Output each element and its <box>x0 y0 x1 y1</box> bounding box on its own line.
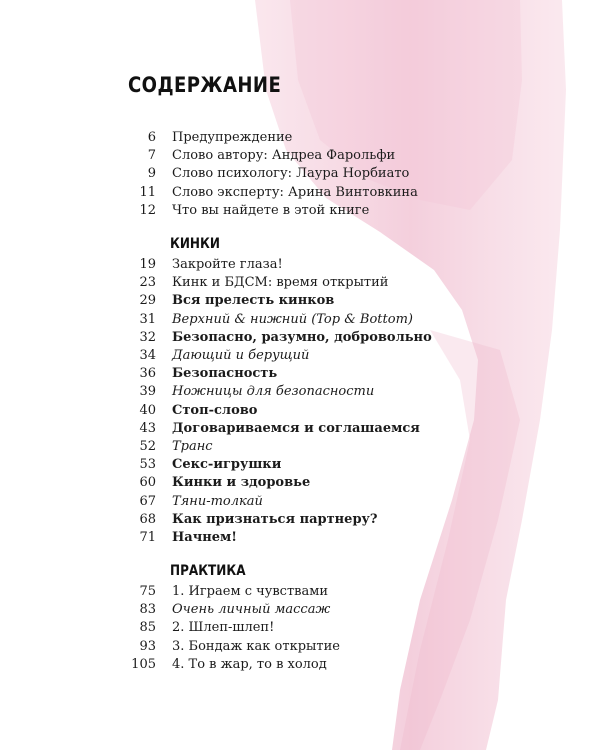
toc-entry-title: Безопасно, разумно, добровольно <box>172 329 432 345</box>
toc-page-number: 36 <box>139 366 156 382</box>
toc-page-number: 6 <box>147 130 156 145</box>
toc-entry-title: Секс-игрушки <box>172 457 282 473</box>
toc-entry-title: Тяни-толкай <box>172 493 263 509</box>
toc-entry[interactable] <box>0 292 600 310</box>
toc-page-number: 19 <box>139 257 156 272</box>
toc-entry[interactable] <box>0 656 600 674</box>
toc-page-number: 31 <box>139 311 156 327</box>
toc-entry-title: 3. Бондаж как открытие <box>172 638 340 654</box>
toc-page-number: 11 <box>139 184 156 200</box>
toc-page-number: 12 <box>139 202 156 218</box>
toc-entry[interactable] <box>0 529 600 547</box>
section-heading: КИНКИ <box>170 236 220 252</box>
toc-entry-title: 4. То в жар, то в холод <box>172 656 327 672</box>
toc-entry[interactable] <box>0 256 600 274</box>
toc-entry-title: Верхний & нижний (Top & Bottom) <box>172 311 413 327</box>
toc-entry-title: 2. Шлеп-шлеп! <box>172 620 275 636</box>
toc-page-number: 71 <box>139 530 156 545</box>
toc-page-number: 43 <box>139 420 156 436</box>
toc-entry[interactable] <box>0 493 600 511</box>
toc-page-number: 85 <box>139 620 156 636</box>
toc-entry-title: Кинки и здоровье <box>172 475 311 491</box>
toc-entry-title: Что вы найдете в этой книге <box>172 202 370 218</box>
toc-entry-title: Вся прелесть кинков <box>172 293 335 309</box>
toc-entry[interactable] <box>0 402 600 420</box>
toc-entry[interactable] <box>0 129 600 147</box>
toc-entry[interactable] <box>0 619 600 637</box>
toc-entry[interactable] <box>0 329 600 347</box>
toc-page-number: 7 <box>147 148 156 164</box>
toc-entry-title: Транс <box>172 439 213 454</box>
section-heading: ПРАКТИКА <box>170 563 246 579</box>
toc-entry-title: 1. Играем с чувствами <box>172 584 328 599</box>
toc-entry-title: Безопасность <box>172 366 278 382</box>
toc-page-number: 83 <box>139 602 156 618</box>
toc-entry-title: Дающий и берущий <box>172 348 310 363</box>
toc-entry[interactable] <box>0 184 600 202</box>
toc-entry-title: Как признаться партнеру? <box>172 511 378 527</box>
toc-entry[interactable] <box>0 383 600 401</box>
toc-page-number: 53 <box>139 457 156 473</box>
toc-page-number: 105 <box>131 656 156 672</box>
toc-entry[interactable] <box>0 601 600 619</box>
toc-entry-title: Договариваемся и соглашаемся <box>172 420 420 436</box>
toc-entry[interactable] <box>0 638 600 656</box>
toc-entry-title: Начнем! <box>172 530 238 545</box>
toc-entry-title: Очень личный массаж <box>172 602 331 618</box>
toc-entry[interactable] <box>0 456 600 474</box>
toc-entry-title: Слово психологу: Лаура Норбиато <box>172 166 410 182</box>
toc-entry[interactable] <box>0 420 600 438</box>
toc-entry-title: Закройте глаза! <box>172 257 283 272</box>
toc-entry[interactable] <box>0 165 600 183</box>
toc-entry[interactable] <box>0 274 600 292</box>
toc-page-number: 34 <box>139 348 156 363</box>
toc-entry[interactable] <box>0 202 600 220</box>
toc-entry-title: Слово автору: Андреа Фарольфи <box>172 148 396 164</box>
toc-page-number: 29 <box>139 293 156 309</box>
page-title: СОДЕРЖАНИЕ <box>128 73 282 97</box>
toc-entry-title: Предупреждение <box>172 130 293 145</box>
toc-page-number: 23 <box>139 275 156 291</box>
toc-page-number: 68 <box>139 511 156 527</box>
toc-entry[interactable] <box>0 347 600 365</box>
toc-page-number: 93 <box>139 638 156 654</box>
toc-entry[interactable] <box>0 583 600 601</box>
toc-page-number: 67 <box>139 493 156 509</box>
toc-entry[interactable] <box>0 438 600 456</box>
toc-entry-title: Ножницы для безопасности <box>172 384 375 400</box>
toc-page-number: 40 <box>139 402 156 418</box>
toc-page-number: 32 <box>139 329 156 345</box>
toc-page-number: 39 <box>139 384 156 400</box>
toc-entry-title: Кинк и БДСМ: время открытий <box>172 275 389 291</box>
toc-entry[interactable] <box>0 365 600 383</box>
toc-entry[interactable] <box>0 311 600 329</box>
toc-entry[interactable] <box>0 474 600 492</box>
toc-page-number: 9 <box>147 166 156 182</box>
toc-entry[interactable] <box>0 147 600 165</box>
toc-entry[interactable] <box>0 511 600 529</box>
toc-page-number: 75 <box>139 584 156 599</box>
toc-entry-title: Слово эксперту: Арина Винтовкина <box>172 184 418 200</box>
toc-page-number: 52 <box>139 439 156 454</box>
toc-entry-title: Стоп-слово <box>172 402 258 418</box>
toc-page-number: 60 <box>139 475 156 491</box>
